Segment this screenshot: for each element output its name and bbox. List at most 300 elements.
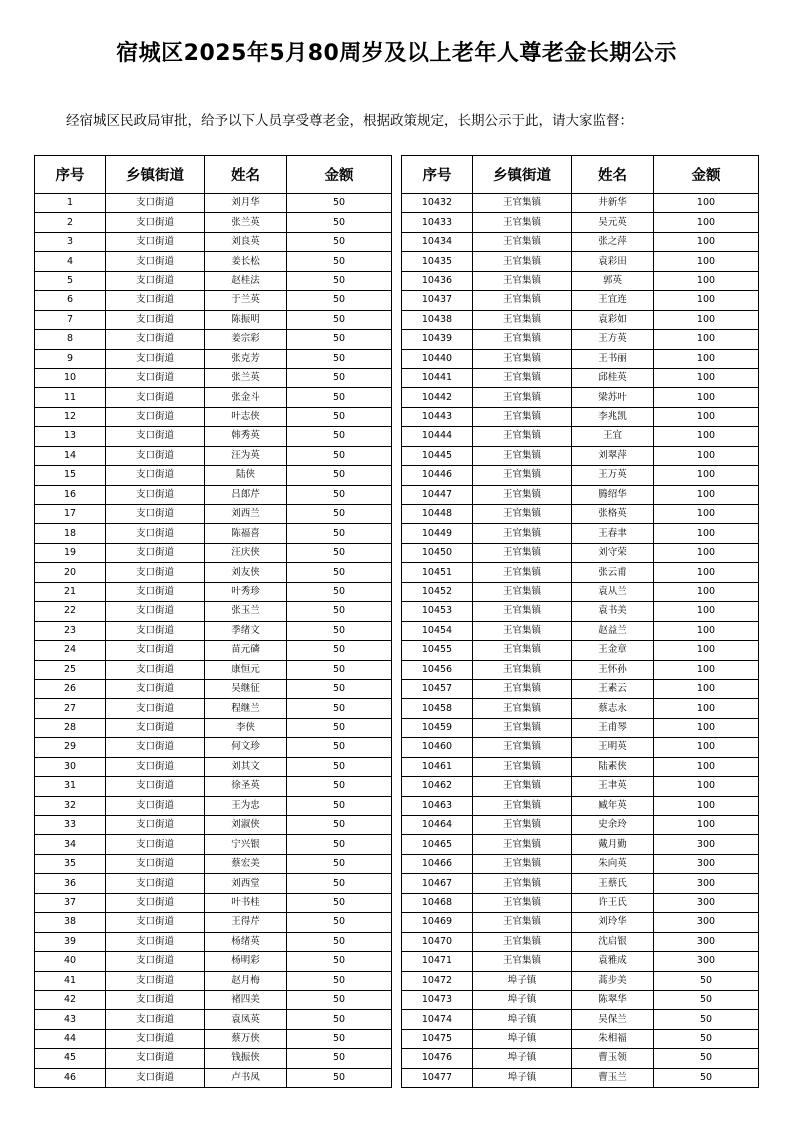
cell-amount: 50 — [287, 349, 392, 368]
cell-name: 臧年英 — [572, 796, 654, 815]
cell-name: 张兰英 — [205, 368, 287, 387]
cell-amount: 50 — [287, 621, 392, 640]
cell-index: 19 — [35, 543, 106, 562]
cell-amount: 50 — [287, 213, 392, 232]
cell-name: 戴月勤 — [572, 835, 654, 854]
table-row — [35, 466, 392, 485]
cell-index: 10473 — [402, 990, 473, 1009]
cell-town: 支口街道 — [106, 213, 205, 232]
header-amount: 金额 — [287, 156, 392, 194]
cell-index: 10443 — [402, 407, 473, 426]
cell-town: 支口街道 — [106, 194, 205, 213]
table-row — [35, 816, 392, 835]
cell-index: 10475 — [402, 1029, 473, 1048]
cell-town: 支口街道 — [106, 854, 205, 873]
cell-town: 支口街道 — [106, 893, 205, 912]
table-row — [35, 1010, 392, 1029]
table-row — [402, 952, 759, 971]
cell-town: 支口街道 — [106, 427, 205, 446]
cell-index: 10466 — [402, 854, 473, 873]
cell-index: 10450 — [402, 543, 473, 562]
cell-town: 王官集镇 — [473, 796, 572, 815]
cell-index: 33 — [35, 816, 106, 835]
cell-name: 王为忠 — [205, 796, 287, 815]
cell-index: 16 — [35, 485, 106, 504]
cell-amount: 50 — [654, 990, 759, 1009]
cell-amount: 50 — [287, 466, 392, 485]
cell-town: 王官集镇 — [473, 874, 572, 893]
cell-name: 王素云 — [572, 679, 654, 698]
cell-amount: 100 — [654, 757, 759, 776]
cell-town: 支口街道 — [106, 679, 205, 698]
cell-name: 刘西兰 — [205, 505, 287, 524]
table-row — [402, 427, 759, 446]
cell-name: 郭英 — [572, 271, 654, 290]
cell-index: 44 — [35, 1029, 106, 1048]
cell-amount: 50 — [287, 952, 392, 971]
cell-name: 吴保兰 — [572, 1010, 654, 1029]
cell-name: 于兰英 — [205, 291, 287, 310]
cell-town: 支口街道 — [106, 291, 205, 310]
table-row — [402, 1068, 759, 1087]
cell-name: 袁凤英 — [205, 1010, 287, 1029]
cell-amount: 100 — [654, 310, 759, 329]
cell-town: 支口街道 — [106, 1029, 205, 1048]
cell-name: 袁彩田 — [572, 252, 654, 271]
cell-town: 支口街道 — [106, 816, 205, 835]
cell-town: 王官集镇 — [473, 738, 572, 757]
cell-name: 康恒元 — [205, 660, 287, 679]
cell-town: 王官集镇 — [473, 621, 572, 640]
cell-town: 王官集镇 — [473, 757, 572, 776]
cell-index: 31 — [35, 777, 106, 796]
cell-index: 10434 — [402, 232, 473, 251]
cell-town: 王官集镇 — [473, 854, 572, 873]
cell-amount: 100 — [654, 602, 759, 621]
cell-town: 支口街道 — [106, 524, 205, 543]
table-header-row — [402, 156, 759, 194]
cell-amount: 100 — [654, 232, 759, 251]
table-row — [402, 232, 759, 251]
cell-amount: 100 — [654, 679, 759, 698]
cell-index: 10448 — [402, 505, 473, 524]
cell-town: 王官集镇 — [473, 582, 572, 601]
cell-amount: 50 — [287, 368, 392, 387]
cell-index: 3 — [35, 232, 106, 251]
table-row — [35, 582, 392, 601]
cell-name: 王春聿 — [572, 524, 654, 543]
cell-name: 王甫琴 — [572, 718, 654, 737]
cell-name: 季绪文 — [205, 621, 287, 640]
cell-amount: 50 — [287, 738, 392, 757]
table-row — [35, 893, 392, 912]
cell-town: 王官集镇 — [473, 368, 572, 387]
cell-town: 支口街道 — [106, 932, 205, 951]
cell-name: 王金章 — [572, 641, 654, 660]
cell-town: 支口街道 — [106, 796, 205, 815]
cell-town: 支口街道 — [106, 446, 205, 465]
cell-name: 王宜连 — [572, 291, 654, 310]
cell-index: 6 — [35, 291, 106, 310]
table-row — [402, 1049, 759, 1068]
cell-town: 支口街道 — [106, 310, 205, 329]
table-row — [35, 252, 392, 271]
cell-town: 支口街道 — [106, 718, 205, 737]
cell-name: 张克芳 — [205, 349, 287, 368]
cell-amount: 50 — [287, 252, 392, 271]
cell-amount: 50 — [287, 563, 392, 582]
table-row — [35, 757, 392, 776]
table-row — [35, 699, 392, 718]
cell-town: 王官集镇 — [473, 330, 572, 349]
cell-index: 27 — [35, 699, 106, 718]
cell-index: 10453 — [402, 602, 473, 621]
cell-index: 10440 — [402, 349, 473, 368]
cell-name: 何文珍 — [205, 738, 287, 757]
cell-town: 王官集镇 — [473, 232, 572, 251]
cell-amount: 100 — [654, 505, 759, 524]
cell-amount: 100 — [654, 621, 759, 640]
cell-name: 朱相福 — [572, 1029, 654, 1048]
cell-name: 刘翠萍 — [572, 446, 654, 465]
cell-amount: 100 — [654, 485, 759, 504]
cell-index: 4 — [35, 252, 106, 271]
cell-name: 张玉兰 — [205, 602, 287, 621]
cell-amount: 100 — [654, 291, 759, 310]
cell-town: 王官集镇 — [473, 543, 572, 562]
cell-name: 蔡志永 — [572, 699, 654, 718]
cell-amount: 300 — [654, 835, 759, 854]
cell-amount: 100 — [654, 368, 759, 387]
cell-index: 40 — [35, 952, 106, 971]
table-row — [35, 388, 392, 407]
right-roster-table — [401, 155, 759, 1088]
cell-index: 10471 — [402, 952, 473, 971]
cell-amount: 50 — [287, 874, 392, 893]
cell-name: 赵月梅 — [205, 971, 287, 990]
table-row — [35, 718, 392, 737]
cell-name: 赵益兰 — [572, 621, 654, 640]
cell-amount: 50 — [287, 582, 392, 601]
cell-name: 陆素侠 — [572, 757, 654, 776]
cell-town: 支口街道 — [106, 952, 205, 971]
cell-index: 36 — [35, 874, 106, 893]
cell-index: 10465 — [402, 835, 473, 854]
cell-name: 张之萍 — [572, 232, 654, 251]
cell-index: 10442 — [402, 388, 473, 407]
table-row — [35, 446, 392, 465]
cell-amount: 100 — [654, 446, 759, 465]
cell-amount: 50 — [287, 1049, 392, 1068]
cell-amount: 50 — [287, 330, 392, 349]
cell-index: 30 — [35, 757, 106, 776]
cell-name: 张格英 — [572, 505, 654, 524]
table-row — [35, 913, 392, 932]
cell-town: 支口街道 — [106, 1010, 205, 1029]
cell-name: 韩秀英 — [205, 427, 287, 446]
table-row — [402, 505, 759, 524]
cell-name: 史余玲 — [572, 816, 654, 835]
cell-name: 姜长松 — [205, 252, 287, 271]
cell-index: 10439 — [402, 330, 473, 349]
cell-name: 姜宗彩 — [205, 330, 287, 349]
cell-index: 10449 — [402, 524, 473, 543]
cell-index: 10438 — [402, 310, 473, 329]
cell-amount: 50 — [287, 543, 392, 562]
cell-amount: 300 — [654, 932, 759, 951]
intro-paragraph: 经宿城区民政局审批，给予以下人员享受尊老金，根据政策规定，长期公示于此，请大家监督： — [66, 113, 633, 129]
table-row — [402, 893, 759, 912]
cell-index: 10477 — [402, 1068, 473, 1087]
cell-town: 王官集镇 — [473, 407, 572, 426]
cell-index: 10462 — [402, 777, 473, 796]
table-row — [402, 816, 759, 835]
cell-name: 王明英 — [572, 738, 654, 757]
cell-index: 15 — [35, 466, 106, 485]
cell-amount: 100 — [654, 349, 759, 368]
cell-name: 汪庆侠 — [205, 543, 287, 562]
cell-amount: 50 — [654, 1068, 759, 1087]
cell-town: 王官集镇 — [473, 893, 572, 912]
table-row — [35, 932, 392, 951]
cell-town: 支口街道 — [106, 913, 205, 932]
table-row — [35, 368, 392, 387]
table-row — [35, 621, 392, 640]
cell-town: 王官集镇 — [473, 427, 572, 446]
table-row — [35, 505, 392, 524]
cell-amount: 50 — [287, 699, 392, 718]
cell-index: 21 — [35, 582, 106, 601]
cell-amount: 50 — [287, 835, 392, 854]
cell-amount: 50 — [287, 1068, 392, 1087]
cell-index: 10464 — [402, 816, 473, 835]
cell-town: 王官集镇 — [473, 271, 572, 290]
cell-amount: 50 — [654, 971, 759, 990]
table-row — [402, 543, 759, 562]
cell-index: 39 — [35, 932, 106, 951]
cell-amount: 50 — [287, 679, 392, 698]
cell-index: 10436 — [402, 271, 473, 290]
cell-index: 22 — [35, 602, 106, 621]
cell-name: 吴元英 — [572, 213, 654, 232]
cell-name: 袁雅成 — [572, 952, 654, 971]
cell-town: 支口街道 — [106, 271, 205, 290]
table-row — [402, 874, 759, 893]
table-row — [402, 660, 759, 679]
header-index: 序号 — [402, 156, 473, 194]
cell-index: 20 — [35, 563, 106, 582]
table-row — [402, 349, 759, 368]
cell-town: 支口街道 — [106, 466, 205, 485]
cell-amount: 50 — [287, 388, 392, 407]
cell-amount: 50 — [287, 796, 392, 815]
cell-amount: 50 — [287, 641, 392, 660]
cell-name: 王万英 — [572, 466, 654, 485]
cell-name: 卢书凤 — [205, 1068, 287, 1087]
cell-amount: 50 — [287, 524, 392, 543]
cell-town: 支口街道 — [106, 738, 205, 757]
cell-amount: 50 — [654, 1010, 759, 1029]
table-row — [35, 485, 392, 504]
table-row — [402, 213, 759, 232]
cell-index: 25 — [35, 660, 106, 679]
cell-amount: 100 — [654, 271, 759, 290]
cell-name: 王聿英 — [572, 777, 654, 796]
table-row — [402, 446, 759, 465]
cell-name: 蔡宏美 — [205, 854, 287, 873]
cell-amount: 50 — [287, 427, 392, 446]
cell-town: 支口街道 — [106, 252, 205, 271]
cell-town: 王官集镇 — [473, 777, 572, 796]
table-row — [35, 777, 392, 796]
cell-name: 蔡万侠 — [205, 1029, 287, 1048]
cell-name: 叶书桂 — [205, 893, 287, 912]
table-row — [402, 563, 759, 582]
cell-town: 支口街道 — [106, 330, 205, 349]
cell-amount: 50 — [654, 1029, 759, 1048]
cell-amount: 100 — [654, 777, 759, 796]
cell-amount: 100 — [654, 738, 759, 757]
cell-index: 23 — [35, 621, 106, 640]
cell-town: 支口街道 — [106, 699, 205, 718]
table-row — [35, 971, 392, 990]
cell-amount: 50 — [287, 718, 392, 737]
cell-town: 支口街道 — [106, 349, 205, 368]
cell-town: 王官集镇 — [473, 602, 572, 621]
table-row — [35, 952, 392, 971]
cell-index: 10451 — [402, 563, 473, 582]
table-row — [35, 1049, 392, 1068]
cell-index: 10452 — [402, 582, 473, 601]
cell-town: 支口街道 — [106, 388, 205, 407]
cell-name: 陈翠华 — [572, 990, 654, 1009]
table-row — [35, 641, 392, 660]
cell-town: 支口街道 — [106, 660, 205, 679]
table-row — [402, 777, 759, 796]
cell-town: 支口街道 — [106, 232, 205, 251]
table-row — [35, 796, 392, 815]
table-row — [35, 1068, 392, 1087]
cell-amount: 100 — [654, 718, 759, 737]
table-row — [35, 407, 392, 426]
cell-amount: 300 — [654, 874, 759, 893]
cell-name: 程继兰 — [205, 699, 287, 718]
table-row — [402, 971, 759, 990]
cell-amount: 50 — [287, 446, 392, 465]
cell-amount: 50 — [287, 990, 392, 1009]
cell-town: 支口街道 — [106, 505, 205, 524]
cell-town: 王官集镇 — [473, 505, 572, 524]
cell-amount: 100 — [654, 213, 759, 232]
cell-amount: 300 — [654, 854, 759, 873]
cell-index: 17 — [35, 505, 106, 524]
cell-town: 王官集镇 — [473, 388, 572, 407]
cell-index: 10459 — [402, 718, 473, 737]
table-row — [402, 330, 759, 349]
cell-town: 埠子镇 — [473, 1068, 572, 1087]
table-row — [402, 641, 759, 660]
cell-name: 褚四美 — [205, 990, 287, 1009]
cell-town: 支口街道 — [106, 990, 205, 1009]
table-row — [35, 835, 392, 854]
cell-index: 38 — [35, 913, 106, 932]
header-name: 姓名 — [205, 156, 287, 194]
cell-name: 刘其文 — [205, 757, 287, 776]
header-name: 姓名 — [572, 156, 654, 194]
cell-index: 45 — [35, 1049, 106, 1068]
cell-name: 刘西堂 — [205, 874, 287, 893]
cell-amount: 50 — [287, 194, 392, 213]
table-row — [35, 213, 392, 232]
cell-amount: 100 — [654, 660, 759, 679]
cell-name: 王宜 — [572, 427, 654, 446]
cell-index: 10463 — [402, 796, 473, 815]
table-row — [35, 330, 392, 349]
cell-amount: 50 — [287, 1010, 392, 1029]
cell-index: 10460 — [402, 738, 473, 757]
cell-town: 支口街道 — [106, 407, 205, 426]
cell-index: 10435 — [402, 252, 473, 271]
header-amount: 金额 — [654, 156, 759, 194]
cell-index: 24 — [35, 641, 106, 660]
cell-amount: 50 — [287, 660, 392, 679]
cell-town: 支口街道 — [106, 874, 205, 893]
cell-index: 10469 — [402, 913, 473, 932]
cell-name: 王得芹 — [205, 913, 287, 932]
table-row — [402, 271, 759, 290]
table-row — [35, 232, 392, 251]
cell-town: 支口街道 — [106, 368, 205, 387]
cell-amount: 100 — [654, 330, 759, 349]
cell-name: 张金斗 — [205, 388, 287, 407]
table-row — [402, 757, 759, 776]
header-town: 乡镇街道 — [473, 156, 572, 194]
cell-index: 10455 — [402, 641, 473, 660]
cell-amount: 50 — [654, 1049, 759, 1068]
cell-amount: 100 — [654, 582, 759, 601]
cell-index: 10456 — [402, 660, 473, 679]
cell-name: 徐圣英 — [205, 777, 287, 796]
cell-index: 10444 — [402, 427, 473, 446]
cell-index: 28 — [35, 718, 106, 737]
cell-amount: 50 — [287, 407, 392, 426]
cell-amount: 100 — [654, 466, 759, 485]
cell-town: 支口街道 — [106, 602, 205, 621]
right-table-body — [402, 194, 759, 1088]
cell-index: 10432 — [402, 194, 473, 213]
cell-amount: 300 — [654, 952, 759, 971]
cell-town: 支口街道 — [106, 582, 205, 601]
cell-index: 10445 — [402, 446, 473, 465]
table-row — [402, 407, 759, 426]
cell-amount: 100 — [654, 699, 759, 718]
cell-town: 支口街道 — [106, 1068, 205, 1087]
cell-town: 支口街道 — [106, 543, 205, 562]
cell-amount: 100 — [654, 407, 759, 426]
cell-name: 李兆凯 — [572, 407, 654, 426]
header-index: 序号 — [35, 156, 106, 194]
cell-amount: 100 — [654, 543, 759, 562]
cell-index: 10472 — [402, 971, 473, 990]
cell-town: 支口街道 — [106, 971, 205, 990]
cell-index: 10474 — [402, 1010, 473, 1029]
cell-town: 王官集镇 — [473, 310, 572, 329]
cell-town: 支口街道 — [106, 563, 205, 582]
cell-name: 张云甫 — [572, 563, 654, 582]
cell-name: 张兰英 — [205, 213, 287, 232]
cell-name: 吕郎芹 — [205, 485, 287, 504]
cell-amount: 50 — [287, 757, 392, 776]
